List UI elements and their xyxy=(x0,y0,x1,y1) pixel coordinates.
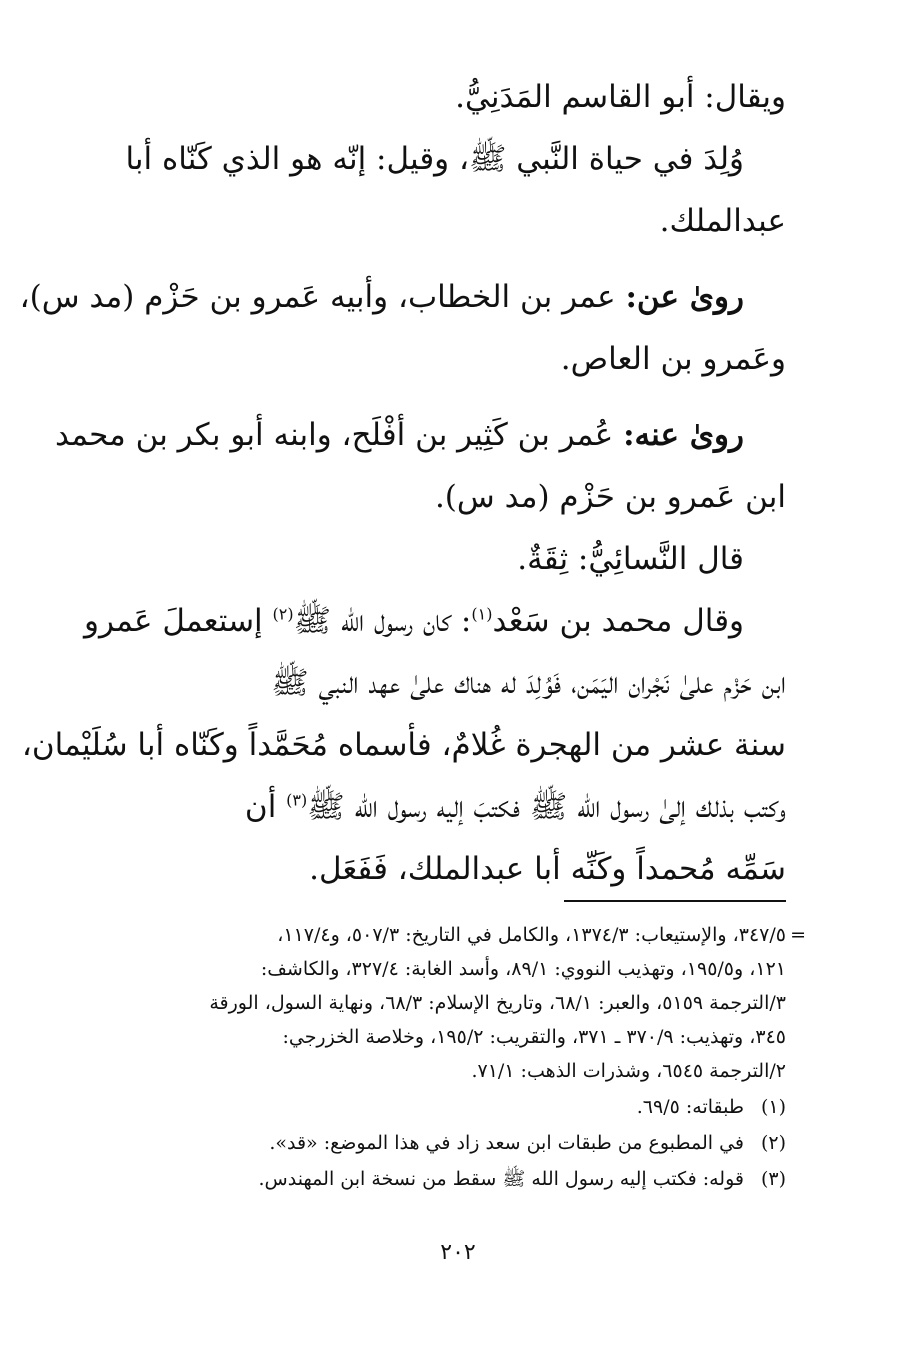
footnote-continuation-line: ٣/الترجمة ٥١٥٩، والعبر: ٦٨/١، وتاريخ الإسلام: ٦٨/٣، ونهاية السول، الورقة xyxy=(209,992,786,1014)
riwaya-anhu-text: عُمر بن كَثِير بن أفْلَح، وابنه أبو بكر بن محمد xyxy=(54,417,614,453)
riwaya-anhu-line xyxy=(54,404,786,466)
ibn-saad-part: : كان رسول الله ﷺ xyxy=(293,603,472,639)
footnote-text: طبقاته: ٦٩/٥. xyxy=(636,1096,744,1118)
riwaya-an-text: عمر بن الخطاب، وأبيه عَمرو بن حَزْم (مد س)، xyxy=(19,279,616,315)
text-line: ابن عَمرو بن حَزْم (مد س). xyxy=(434,479,786,515)
footnote-ref-2[interactable]: (٢) xyxy=(272,604,294,624)
text-line: ابن حَزْم علىٰ نَجْران اليَمَن، فَوُلِدَ له هناك علىٰ عهد النبي ﷺ xyxy=(271,665,786,701)
footnote-text: قوله: فكتب إليه رسول الله ﷺ سقط من نسخة ابن المهندس. xyxy=(258,1168,744,1190)
footnote-divider xyxy=(564,900,786,902)
footnote-continuation-line: ٢/الترجمة ٦٥٤٥، وشذرات الذهب: ٧١/١. xyxy=(471,1060,786,1082)
text-line: سَمِّه مُحمداً وكَنِّه أبا عبدالملك، فَفَعَل. xyxy=(309,851,786,887)
text-line: سنة عشر من الهجرة غُلامٌ، فأسماه مُحَمَّداً وكَنّاه أبا سُلَيْمان، xyxy=(21,727,786,763)
nasai-line: قال النَّسائِيُّ: ثِقَةٌ. xyxy=(517,541,744,577)
footnote-2 xyxy=(78,1126,786,1160)
footnote-continuation-line: ٣٤٥، وتهذيب: ٣٧٠/٩ ـ ٣٧١، والتقريب: ١٩٥/٢، وخلاصة الخزرجي: xyxy=(282,1026,786,1048)
footnote-1 xyxy=(78,1090,786,1124)
ibn-saad-part: أن xyxy=(244,789,287,825)
riwaya-an-label: روىٰ عن: xyxy=(625,279,744,315)
continuation-mark: = xyxy=(790,924,806,946)
ibn-saad-part: إستعملَ عَمرو xyxy=(84,603,273,639)
page-number: ٢٠٢ xyxy=(440,1240,476,1265)
text-line: ويقال: أبو القاسم المَدَنِيُّ. xyxy=(455,79,786,115)
riwaya-anhu-label: روىٰ عنه: xyxy=(623,417,744,453)
ibn-saad-part: وكتب بذلك إلىٰ رسول الله ﷺ فكتبَ إليه رسول الله ﷺ xyxy=(307,789,786,825)
footnote-ref-1[interactable]: (١) xyxy=(471,604,493,624)
footnote-continuation-line: ٣٤٧/٥، والإستيعاب: ١٣٧٤/٣، والكامل في التاريخ: ٥٠٧/٣، و١١٧/٤، xyxy=(277,924,786,946)
text-line: وعَمرو بن العاص. xyxy=(560,341,786,377)
footnote-number: (١) xyxy=(760,1096,786,1118)
ibn-saad-part: وقال محمد بن سَعْد xyxy=(492,603,744,639)
footnote-3 xyxy=(78,1162,786,1196)
ibn-saad-line xyxy=(78,590,786,652)
footnote-number: (٢) xyxy=(760,1132,786,1154)
text-line xyxy=(78,776,786,838)
footnote-ref-3[interactable]: (٣) xyxy=(286,790,308,810)
footnote-continuation-line: ١٢١، و١٩٥/٥، وتهذيب النووي: ٨٩/١، وأسد الغابة: ٣٢٧/٤، والكاشف: xyxy=(260,958,786,980)
main-text xyxy=(19,66,786,900)
riwaya-an-line xyxy=(19,266,786,328)
footnotes xyxy=(78,918,806,1196)
footnote-text: في المطبوع من طبقات ابن سعد زاد في هذا الموضع: «قد». xyxy=(269,1132,744,1154)
text-line: وُلِدَ في حياة النَّبي ﷺ، وقيل: إنّه هو الذي كَنّاه أبا xyxy=(125,141,744,177)
text-line: عبدالملك. xyxy=(659,203,786,239)
footnote-number: (٣) xyxy=(760,1168,786,1190)
